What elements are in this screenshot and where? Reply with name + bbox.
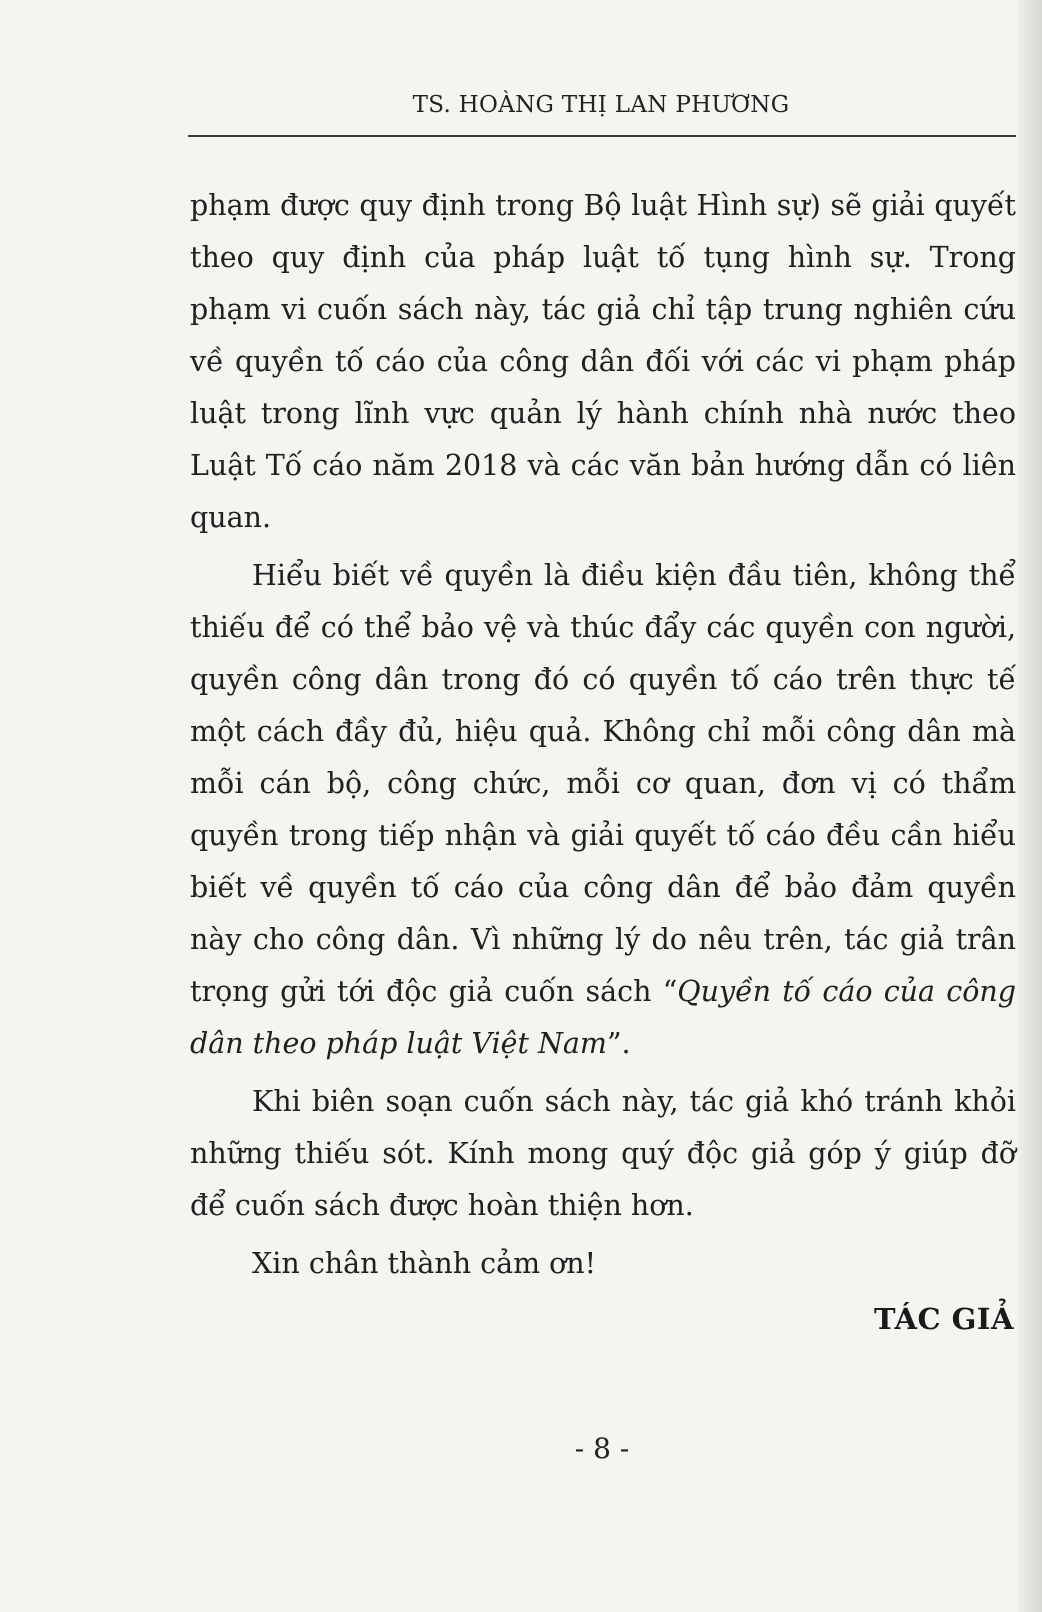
author-signature: TÁC GIẢ (873, 1302, 1014, 1336)
book-title: Quyền tố cáo của công dân theo pháp luật Việt Nam (190, 975, 1016, 1060)
page-number: - 8 - (574, 1432, 630, 1465)
header-rule (188, 135, 1016, 137)
paragraph-2-end: ”. (606, 1027, 631, 1060)
body-text (190, 180, 1016, 1296)
paragraph-4: Xin chân thành cảm ơn! (252, 1247, 597, 1280)
page-edge (1018, 0, 1042, 1612)
paragraph-2-text: Hiểu biết về quyền là điều kiện đầu tiên, không thể thiếu để có thể bảo vệ và thúc đẩy các quyền con người, quyền công dân trong đó có quyền tố cáo trên thực tế một cách đầy đủ, hiệu quả. Không chỉ mỗi công dân mà mỗi cán bộ, công chức, mỗi cơ quan, đơn vị có thẩm quyền trong tiếp nhận và giải quyết tố cáo đều cần hiểu biết về quyền tố cáo của công dân để bảo đảm quyền này cho công dân. Vì những lý do nêu trên, tác giả trân trọng gửi tới độc giả cuốn sách “ (190, 559, 1016, 1008)
paragraph-3: Khi biên soạn cuốn sách này, tác giả khó tránh khỏi những thiếu sót. Kính mong quý độc giả góp ý giúp đỡ để cuốn sách được hoàn thiện hơn. (190, 1085, 1016, 1222)
paragraph-1: phạm được quy định trong Bộ luật Hình sự) sẽ giải quyết theo quy định của pháp luật tố tụng hình sự. Trong phạm vi cuốn sách này, tác giả chỉ tập trung nghiên cứu về quyền tố cáo của công dân đối với các vi phạm pháp luật trong lĩnh vực quản lý hành chính nhà nước theo Luật Tố cáo năm 2018 và các văn bản hướng dẫn có liên quan. (190, 189, 1016, 534)
paragraph-2 (190, 550, 1016, 1070)
running-head: TS. HOÀNG THỊ LAN PHƯƠNG (412, 92, 790, 118)
